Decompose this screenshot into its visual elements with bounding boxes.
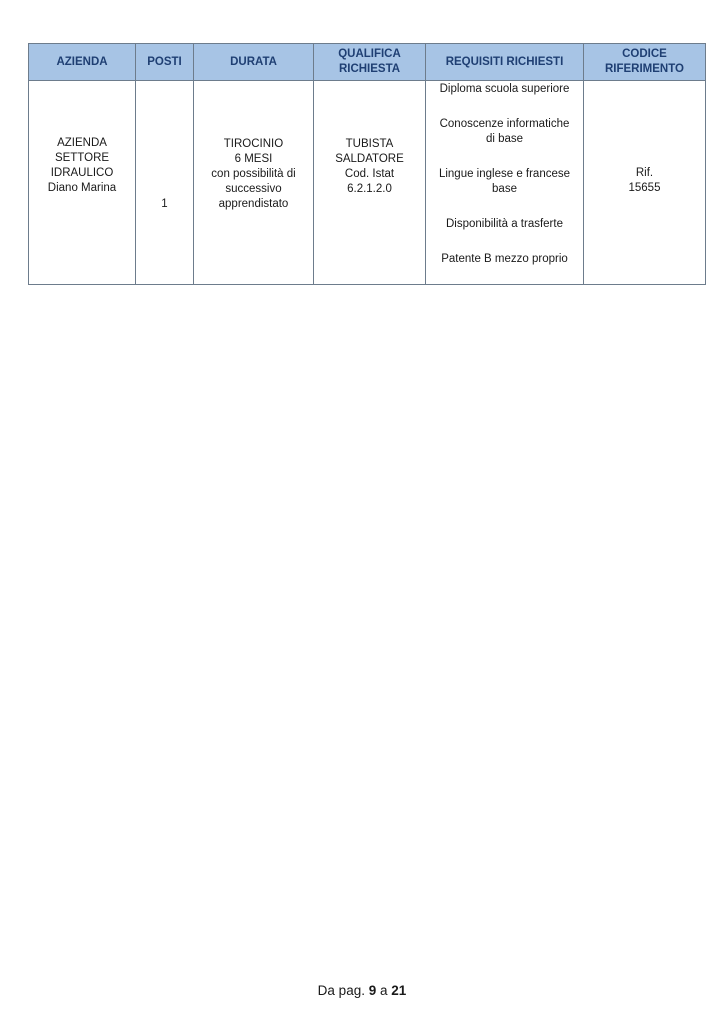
durata-line: successivo <box>225 183 282 195</box>
footer-prefix: Da pag. <box>317 983 365 998</box>
header-durata: DURATA <box>194 44 314 81</box>
job-offers-table <box>28 43 706 285</box>
codice-line: 15655 <box>628 181 661 194</box>
posti-value: 1 <box>161 198 168 210</box>
table-row <box>29 81 706 285</box>
cell-durata <box>194 81 314 285</box>
requisito-item <box>430 252 579 267</box>
requisito-line: base <box>492 183 517 195</box>
header-codice-line2: RIFERIMENTO <box>604 63 684 75</box>
header-qualifica <box>314 44 426 81</box>
qualifica-line: TUBISTA <box>345 137 394 150</box>
cell-requisiti <box>426 81 584 285</box>
requisito-line: Diploma scuola superiore <box>439 83 570 95</box>
azienda-line: Diano Marina <box>47 181 117 194</box>
requisito-item <box>430 167 579 197</box>
cell-azienda <box>29 81 136 285</box>
footer-current-page: 9 <box>368 983 377 998</box>
footer-separator: a <box>380 983 388 998</box>
requisito-line: Lingue inglese e francese <box>438 168 571 180</box>
header-qualifica-line2: RICHIESTA <box>338 63 401 75</box>
footer-total-pages: 21 <box>391 983 407 998</box>
requisito-item <box>430 82 579 97</box>
requisito-line: Conoscenze informatiche <box>439 118 570 130</box>
requisito-item <box>430 117 579 147</box>
header-posti: POSTI <box>136 44 194 81</box>
header-qualifica-line1: QUALIFICA <box>338 48 401 60</box>
codice-line: Rif. <box>635 166 654 179</box>
durata-line: con possibilità di <box>211 168 296 180</box>
azienda-line: SETTORE <box>54 151 110 164</box>
durata-line: TIROCINIO <box>223 138 284 150</box>
cell-codice <box>584 81 706 285</box>
header-azienda: AZIENDA <box>29 44 136 81</box>
azienda-line: AZIENDA <box>57 136 107 149</box>
cell-qualifica <box>314 81 426 285</box>
header-codice <box>584 44 706 81</box>
qualifica-line: SALDATORE <box>335 152 404 165</box>
requisito-item <box>430 217 579 232</box>
durata-line: apprendistato <box>218 198 289 210</box>
header-codice-line1: CODICE <box>622 48 667 60</box>
azienda-line: IDRAULICO <box>50 166 114 179</box>
requisito-line: Disponibilità a trasferte <box>446 218 563 230</box>
page-footer <box>0 983 724 998</box>
cell-posti <box>136 81 194 285</box>
qualifica-line: 6.2.1.2.0 <box>347 182 392 195</box>
qualifica-line: Cod. Istat <box>344 167 395 180</box>
durata-line: 6 MESI <box>234 153 273 165</box>
header-requisiti: REQUISITI RICHIESTI <box>426 44 584 81</box>
requisito-line: Patente B mezzo proprio <box>441 253 568 265</box>
table-header-row <box>29 44 706 81</box>
requisito-line: di base <box>485 133 524 145</box>
